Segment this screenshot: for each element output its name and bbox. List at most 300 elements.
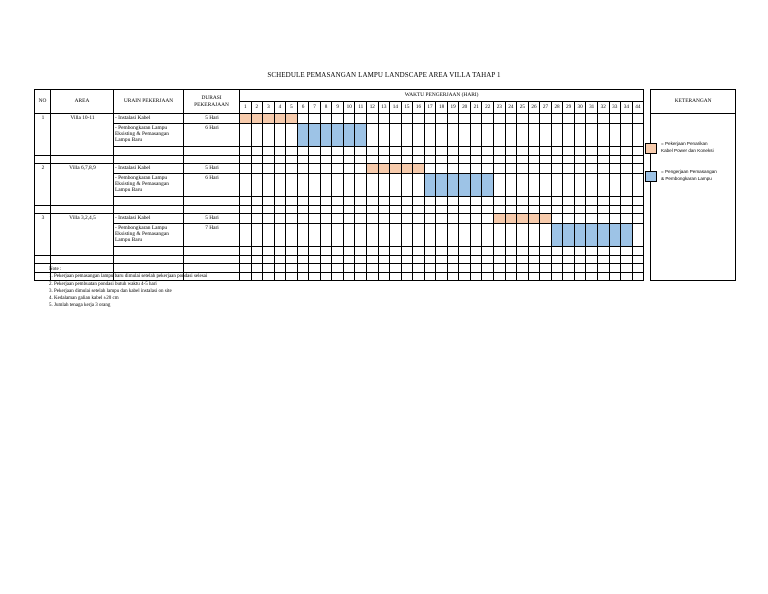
gantt-cell (297, 164, 309, 174)
gantt-cell (286, 255, 298, 264)
gantt-cell (540, 147, 552, 156)
gantt-cell (343, 147, 355, 156)
gantt-cell (436, 164, 448, 174)
day-number: 22 (482, 102, 494, 114)
gantt-cell (517, 264, 529, 273)
gantt-cell (586, 205, 598, 214)
notes (49, 266, 207, 310)
task-desc: - Pembongkaran Lampu Eksisting & Pemasangan Lampu Baru (114, 224, 184, 247)
gantt-cell (355, 247, 367, 256)
day-number: 25 (517, 102, 529, 114)
gantt-cell (401, 155, 413, 164)
gantt-cell (517, 205, 529, 214)
gantt-cell (424, 247, 436, 256)
gantt-cell (447, 272, 459, 281)
gantt-cell (424, 264, 436, 273)
legend-swatch (645, 171, 657, 182)
table-row (35, 247, 736, 256)
gantt-cell (378, 205, 390, 214)
gantt-cell (540, 272, 552, 281)
gantt-cell (470, 164, 482, 174)
gantt-cell (332, 272, 344, 281)
gantt-cell (586, 247, 598, 256)
gantt-cell (528, 164, 540, 174)
gantt-cell (621, 205, 633, 214)
gantt-cell (413, 205, 425, 214)
day-number: 16 (413, 102, 425, 114)
gantt-cell (297, 224, 309, 247)
gantt-cell (251, 155, 263, 164)
gantt-cell (574, 164, 586, 174)
gantt-cell (274, 224, 286, 247)
gantt-cell (240, 247, 252, 256)
task-desc: - Pembongkaran Lampu Eksisting & Pemasangan Lampu Baru (114, 124, 184, 147)
gantt-cell (390, 174, 402, 197)
gantt-cell (297, 247, 309, 256)
gantt-bar-blue (343, 124, 355, 147)
gantt-cell (355, 205, 367, 214)
gantt-cell (320, 155, 332, 164)
gantt-cell (540, 174, 552, 197)
gantt-cell (413, 224, 425, 247)
gantt-cell (528, 255, 540, 264)
gantt-cell (332, 155, 344, 164)
task-duration: 6 Hari (184, 174, 240, 197)
gantt-cell (563, 164, 575, 174)
gantt-cell (540, 205, 552, 214)
gantt-cell (459, 247, 471, 256)
task-desc (114, 147, 184, 156)
gantt-cell (632, 174, 644, 197)
gantt-cell (551, 272, 563, 281)
gantt-cell (378, 174, 390, 197)
gantt-cell (621, 197, 633, 206)
day-number: 7 (309, 102, 321, 114)
gantt-cell (309, 174, 321, 197)
table-row (35, 114, 736, 124)
gantt-bar-blue (621, 224, 633, 247)
gantt-cell (528, 272, 540, 281)
gantt-cell (551, 197, 563, 206)
gantt-cell (309, 264, 321, 273)
day-number: 12 (367, 102, 379, 114)
gantt-cell (470, 124, 482, 147)
gantt-cell (320, 272, 332, 281)
gantt-cell (597, 264, 609, 273)
gantt-cell (367, 214, 379, 224)
gantt-cell (240, 147, 252, 156)
gantt-cell (597, 214, 609, 224)
gantt-cell (505, 205, 517, 214)
gantt-cell (609, 264, 621, 273)
gantt-cell (540, 124, 552, 147)
gantt-cell (563, 174, 575, 197)
gantt-bar-blue (470, 174, 482, 197)
gantt-cell (540, 164, 552, 174)
gantt-cell (424, 147, 436, 156)
gantt-cell (632, 247, 644, 256)
gantt-cell (436, 197, 448, 206)
gantt-cell (459, 224, 471, 247)
gantt-cell (574, 174, 586, 197)
gantt-cell (632, 214, 644, 224)
gantt-bar-blue (597, 224, 609, 247)
gantt-cell (574, 214, 586, 224)
gantt-cell (586, 174, 598, 197)
gantt-cell (551, 147, 563, 156)
day-number: 32 (597, 102, 609, 114)
gantt-cell (343, 264, 355, 273)
gantt-cell (632, 272, 644, 281)
gantt-cell (447, 214, 459, 224)
gantt-cell (563, 147, 575, 156)
gantt-cell (447, 197, 459, 206)
row-area: Villa 6,7,8,9 (51, 164, 114, 206)
gantt-cell (621, 155, 633, 164)
gantt-cell (274, 255, 286, 264)
day-number: 27 (540, 102, 552, 114)
gantt-cell (459, 155, 471, 164)
gantt-cell (505, 264, 517, 273)
gantt-cell (505, 197, 517, 206)
gantt-cell (320, 197, 332, 206)
gantt-bar-orange (263, 114, 275, 124)
gantt-cell (459, 264, 471, 273)
gantt-cell (355, 255, 367, 264)
gantt-cell (482, 147, 494, 156)
gantt-cell (551, 264, 563, 273)
gantt-cell (436, 224, 448, 247)
day-number: 2 (251, 102, 263, 114)
gantt-cell (517, 224, 529, 247)
gantt-cell (378, 214, 390, 224)
gantt-cell (505, 114, 517, 124)
gantt-bar-blue (297, 124, 309, 147)
gantt-cell (263, 155, 275, 164)
header-area: AREA (51, 90, 114, 114)
gantt-cell (609, 255, 621, 264)
gantt-cell (494, 255, 506, 264)
gantt-bar-blue (424, 174, 436, 197)
gantt-cell (597, 205, 609, 214)
gantt-cell (609, 164, 621, 174)
gantt-cell (436, 247, 448, 256)
gantt-cell (251, 124, 263, 147)
gantt-cell (632, 124, 644, 147)
gantt-cell (390, 147, 402, 156)
gantt-bar-orange (378, 164, 390, 174)
gantt-cell (494, 224, 506, 247)
gantt-cell (332, 224, 344, 247)
gantt-cell (540, 247, 552, 256)
gantt-bar-blue (355, 124, 367, 147)
gantt-cell (517, 255, 529, 264)
gantt-cell (413, 197, 425, 206)
gantt-cell (251, 224, 263, 247)
gantt-cell (332, 214, 344, 224)
gantt-cell (424, 155, 436, 164)
gantt-cell (343, 174, 355, 197)
gantt-cell (621, 174, 633, 197)
gantt-cell (332, 205, 344, 214)
gantt-cell (367, 264, 379, 273)
task-desc: - Pembongkaran Lampu Eksisting & Pemasangan Lampu Baru (114, 174, 184, 197)
gantt-cell (274, 155, 286, 164)
gantt-cell (401, 174, 413, 197)
gantt-cell (367, 114, 379, 124)
gantt-cell (459, 164, 471, 174)
gantt-cell (240, 174, 252, 197)
gantt-cell (263, 214, 275, 224)
gantt-cell (494, 247, 506, 256)
task-duration: 5 Hari (184, 214, 240, 224)
gantt-cell (505, 224, 517, 247)
day-number: 26 (528, 102, 540, 114)
gantt-cell (574, 155, 586, 164)
gantt-cell (621, 114, 633, 124)
gantt-bar-blue (309, 124, 321, 147)
gantt-cell (551, 114, 563, 124)
gantt-cell (297, 205, 309, 214)
gantt-cell (597, 197, 609, 206)
gantt-cell (320, 224, 332, 247)
gantt-cell (251, 147, 263, 156)
gantt-cell (355, 214, 367, 224)
gantt-cell (401, 272, 413, 281)
gantt-cell (586, 147, 598, 156)
gantt-cell (494, 205, 506, 214)
gantt-cell (320, 147, 332, 156)
gantt-cell (632, 205, 644, 214)
gantt-cell (517, 247, 529, 256)
gantt-cell (551, 124, 563, 147)
day-number: 5 (286, 102, 298, 114)
gantt-cell (401, 264, 413, 273)
gantt-cell (401, 197, 413, 206)
gantt-cell (528, 147, 540, 156)
gantt-cell (586, 197, 598, 206)
header-row (35, 90, 736, 102)
gantt-cell (309, 272, 321, 281)
gantt-cell (309, 164, 321, 174)
day-number: 30 (574, 102, 586, 114)
gantt-cell (320, 264, 332, 273)
gantt-cell (621, 124, 633, 147)
gantt-cell (528, 247, 540, 256)
gantt-bar-orange (528, 214, 540, 224)
gantt-cell (286, 197, 298, 206)
gantt-cell (286, 147, 298, 156)
table-row (35, 255, 736, 264)
gantt-bar-orange (494, 214, 506, 224)
gantt-cell (251, 247, 263, 256)
gantt-cell (540, 264, 552, 273)
gantt-cell (632, 164, 644, 174)
table-row (35, 197, 736, 206)
gantt-cell (413, 264, 425, 273)
notes-item: 4. Kedalaman galian kabel ±20 cm (49, 296, 119, 302)
gantt-bar-blue (459, 174, 471, 197)
gantt-cell (470, 272, 482, 281)
gantt-cell (632, 114, 644, 124)
gantt-cell (470, 224, 482, 247)
gantt-cell (586, 124, 598, 147)
gantt-cell (355, 224, 367, 247)
gantt-cell (378, 272, 390, 281)
gantt-cell (401, 124, 413, 147)
gantt-bar-orange (390, 164, 402, 174)
gantt-cell (586, 164, 598, 174)
gantt-bar-blue (332, 124, 344, 147)
day-number: 10 (343, 102, 355, 114)
gantt-cell (401, 114, 413, 124)
legend-label (661, 141, 714, 154)
gantt-cell (436, 147, 448, 156)
gantt-cell (632, 224, 644, 247)
gantt-cell (494, 147, 506, 156)
gantt-cell (528, 264, 540, 273)
gantt-cell (297, 114, 309, 124)
gantt-cell (482, 214, 494, 224)
gantt-cell (240, 205, 252, 214)
gantt-cell (482, 255, 494, 264)
table-row (35, 174, 736, 197)
gantt-cell (586, 272, 598, 281)
gantt-cell (459, 272, 471, 281)
gantt-cell (309, 114, 321, 124)
gantt-cell (447, 164, 459, 174)
gantt-cell (367, 205, 379, 214)
gantt-cell (424, 164, 436, 174)
gantt-cell (494, 197, 506, 206)
notes-heading: Note : (49, 267, 62, 272)
gantt-cell (367, 247, 379, 256)
gantt-cell (528, 155, 540, 164)
gantt-cell (297, 197, 309, 206)
day-number: 17 (424, 102, 436, 114)
day-number: 6 (297, 102, 309, 114)
legend-label-line: & Pembongkaran Lampu (661, 175, 712, 181)
gantt-cell (240, 264, 252, 273)
gantt-cell (309, 224, 321, 247)
gantt-bar-orange (286, 114, 298, 124)
blank-cell (51, 205, 114, 214)
gantt-cell (447, 247, 459, 256)
gantt-cell (621, 272, 633, 281)
gantt-cell (251, 264, 263, 273)
gantt-cell (482, 264, 494, 273)
gantt-cell (424, 124, 436, 147)
day-number: 21 (470, 102, 482, 114)
gantt-cell (436, 205, 448, 214)
task-desc: - Instalasi Kabel (114, 114, 184, 124)
gantt-cell (343, 224, 355, 247)
legend-label-line: = Pekerjaan Penarikan (661, 141, 708, 146)
gantt-cell (494, 114, 506, 124)
gantt-cell (597, 272, 609, 281)
gantt-bar-blue (447, 174, 459, 197)
gantt-cell (528, 124, 540, 147)
notes-item: 3. Pekerjaan dimulai setelah lampu dan kabel instalasi on site (49, 288, 172, 294)
gantt-cell (390, 197, 402, 206)
notes-item: 2. Pekerjaan pembuatan pondasi butuh waktu 4-5 hari (49, 281, 157, 287)
gantt-cell (355, 155, 367, 164)
gantt-cell (343, 272, 355, 281)
gantt-cell (621, 164, 633, 174)
gantt-cell (274, 124, 286, 147)
gantt-cell (482, 197, 494, 206)
gantt-cell (413, 247, 425, 256)
gantt-cell (574, 264, 586, 273)
gantt-cell (240, 124, 252, 147)
table-row (35, 205, 736, 214)
gantt-cell (355, 272, 367, 281)
gantt-cell (470, 255, 482, 264)
gantt-cell (528, 114, 540, 124)
gantt-cell (609, 174, 621, 197)
blank-cell (35, 255, 51, 264)
header-durasi: DURASI PEKERAJAAN (184, 90, 240, 114)
gantt-cell (586, 114, 598, 124)
gantt-cell (482, 114, 494, 124)
gantt-cell (436, 255, 448, 264)
gantt-cell (540, 224, 552, 247)
page-title: SCHEDULE PEMASANGAN LAMPU LANDSCAPE AREA VILLA TAHAP 1 (267, 71, 501, 79)
gantt-bar-orange (240, 114, 252, 124)
gantt-cell (320, 205, 332, 214)
gantt-cell (574, 272, 586, 281)
gantt-cell (378, 255, 390, 264)
gantt-cell (274, 272, 286, 281)
gantt-cell (286, 205, 298, 214)
gantt-cell (459, 114, 471, 124)
gantt-cell (355, 147, 367, 156)
gantt-cell (470, 155, 482, 164)
gantt-cell (286, 174, 298, 197)
gantt-bar-orange (251, 114, 263, 124)
gantt-cell (263, 124, 275, 147)
gantt-cell (367, 224, 379, 247)
gantt-cell (574, 205, 586, 214)
gantt-cell (297, 147, 309, 156)
gantt-cell (597, 124, 609, 147)
gantt-cell (413, 124, 425, 147)
gantt-cell (413, 174, 425, 197)
day-number: 33 (609, 102, 621, 114)
gantt-cell (482, 155, 494, 164)
gantt-cell (355, 174, 367, 197)
gantt-cell (447, 205, 459, 214)
gantt-cell (309, 247, 321, 256)
blank-cell (184, 255, 240, 264)
gantt-cell (401, 247, 413, 256)
gantt-cell (332, 255, 344, 264)
gantt-cell (413, 214, 425, 224)
gantt-cell (343, 164, 355, 174)
gantt-cell (540, 114, 552, 124)
table-row (35, 214, 736, 224)
gantt-cell (632, 155, 644, 164)
table-row (35, 224, 736, 247)
gantt-cell (459, 147, 471, 156)
gantt-cell (251, 197, 263, 206)
gantt-cell (355, 164, 367, 174)
gantt-cell (240, 255, 252, 264)
gantt-cell (551, 247, 563, 256)
gantt-cell (494, 124, 506, 147)
gantt-cell (563, 205, 575, 214)
gantt-cell (424, 197, 436, 206)
